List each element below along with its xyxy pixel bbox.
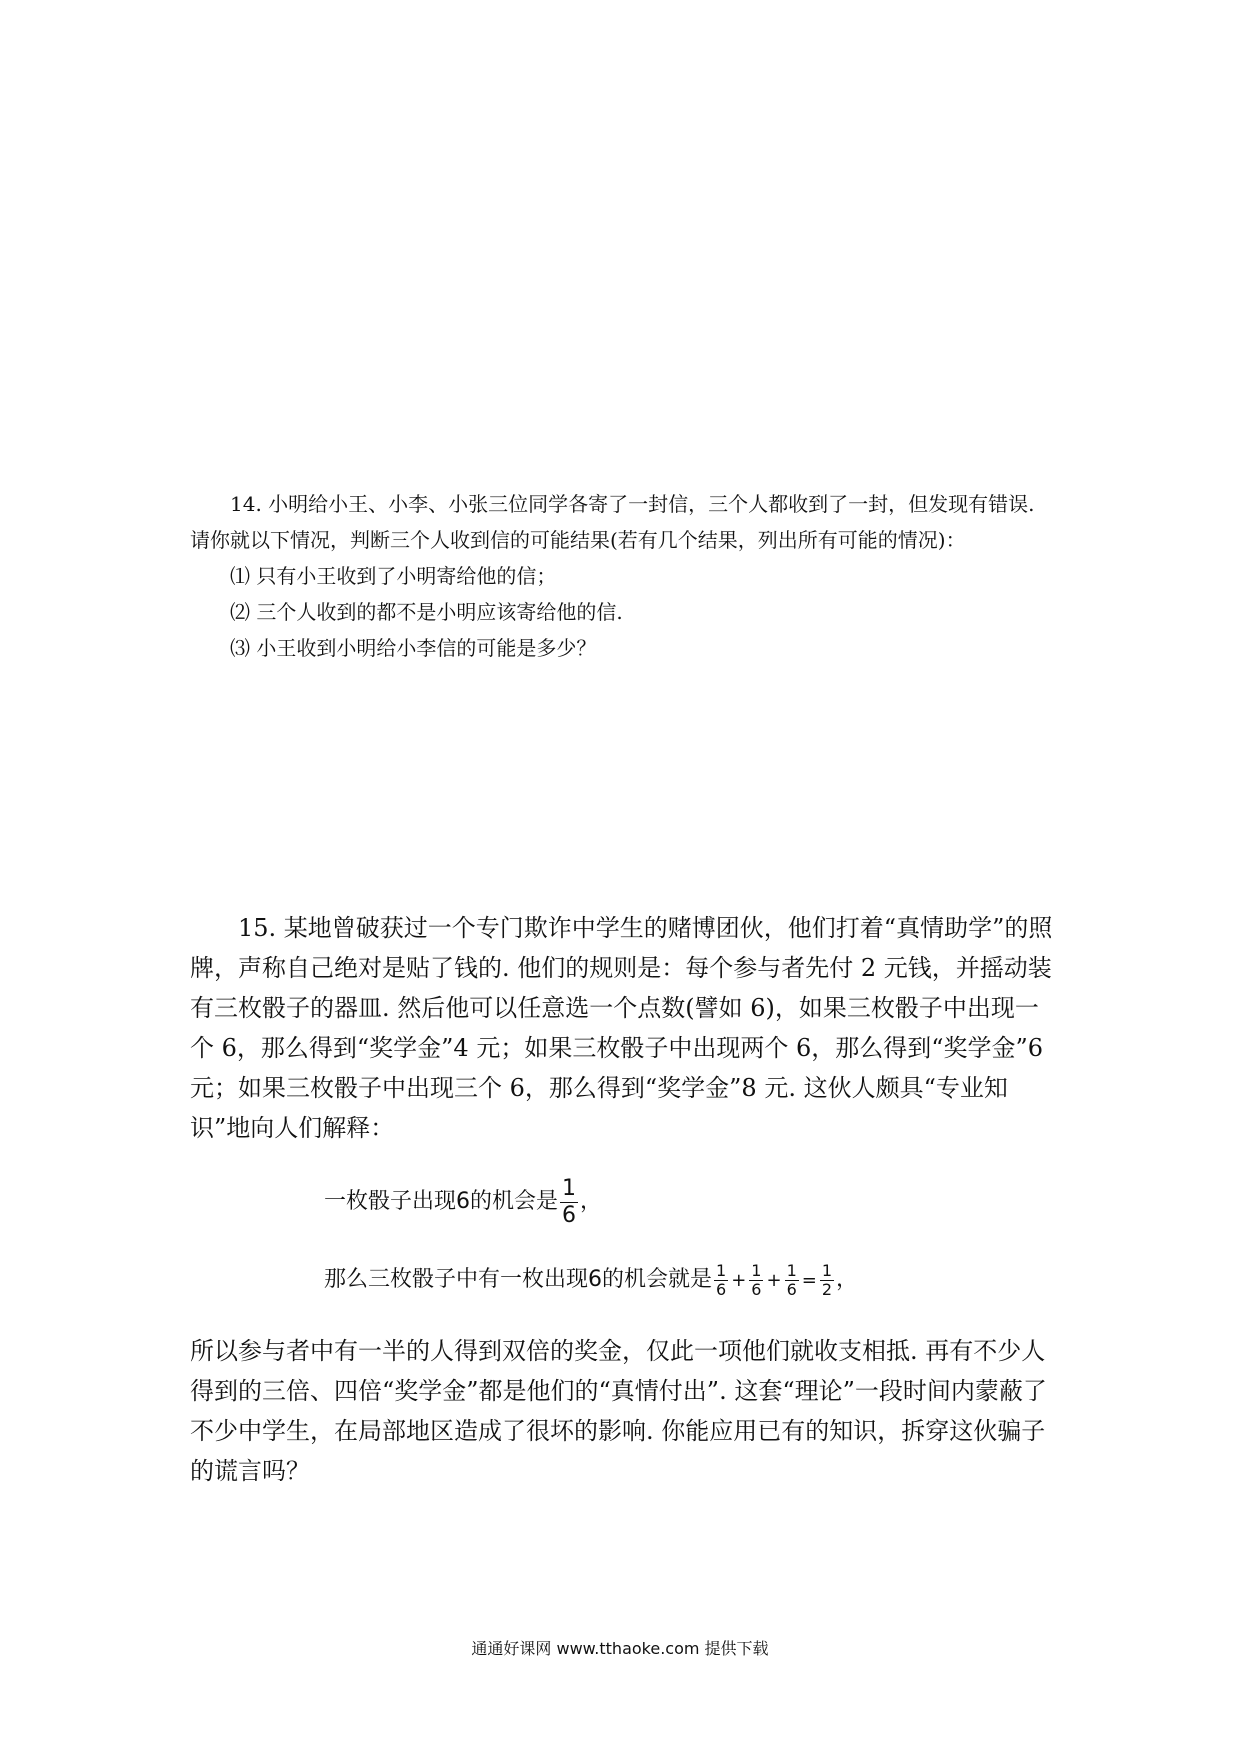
formula-three-dice [190, 1250, 1055, 1311]
fraction-result [820, 1262, 834, 1299]
fraction-denominator: 2 [821, 1279, 833, 1299]
question-14-part-3: ⑶ 小王收到小明给小李信的可能是多少？ [230, 636, 597, 660]
fraction-numerator: 1 [751, 1260, 762, 1280]
formula-2-prefix: 那么三枚骰子中有一枚出现6的机会就是 [324, 1267, 712, 1292]
question-14-stem: 14. 小明给小王、小李、小张三位同学各寄了一封信，三个人都收到了一封，但发现有错误. 请你就以下情况，判断三个人收到信的可能结果(若有几个结果，列出所有可能的情况)： [190, 492, 1035, 552]
fraction-numerator: 1 [786, 1260, 797, 1280]
fraction-denominator: 6 [716, 1279, 727, 1299]
fraction-numerator: 1 [821, 1260, 833, 1280]
question-14 [190, 486, 1050, 666]
plus-sign: + [766, 1270, 782, 1291]
fraction-numerator: 1 [716, 1260, 727, 1280]
fraction-one-sixth [560, 1176, 578, 1229]
question-15-stem: 15. 某地曾破获过一个专门欺诈中学生的赌博团伙，他们打着“真情助学”的照牌，声称自己绝对是贴了钱的. 他们的规则是：每个参与者先付 2 元钱，并摇动装有三枚骰子的器皿. 然后他可以任意选一个点数(譬如 6)，如果三枚骰子中出现一个 6，那么得到“奖学金”4 元；如果三枚骰子中出现两个 6，那么得到“奖学金”6 元；如果三枚骰子中出现三个 6，那么得到“奖学金”8 元. 这伙人颇具“专业知识”地向人们解释： [190, 914, 1053, 1142]
fraction-term-2 [749, 1262, 763, 1299]
fraction-term-3 [785, 1262, 799, 1299]
formula-single-die [190, 1172, 1055, 1232]
formula-1-prefix: 一枚骰子出现6的机会是 [324, 1189, 558, 1214]
formula-1-suffix: ， [580, 1189, 603, 1214]
question-14-part-2: ⑵ 三个人收到的都不是小明应该寄给他的信. [230, 600, 623, 624]
fraction-denominator: 6 [786, 1279, 797, 1299]
plus-sign: + [731, 1270, 747, 1291]
fraction-term-1 [714, 1262, 728, 1299]
question-15-conclusion: 所以参与者中有一半的人得到双倍的奖金，仅此一项他们就收支相抵. 再有不少人得到的三倍、四倍“奖学金”都是他们的“真情付出”. 这套“理论”一段时间内蒙蔽了不少中学生，在局部地区造成了很坏的影响. 你能应用已有的知识，拆穿这伙骗子的谎言吗？ [190, 1337, 1047, 1485]
question-14-part-1: ⑴ 只有小王收到了小明寄给他的信； [230, 564, 557, 588]
fraction-numerator: 1 [562, 1175, 576, 1201]
fraction-denominator: 6 [751, 1279, 762, 1299]
fraction-denominator: 6 [562, 1202, 576, 1228]
formula-2-suffix: ， [836, 1267, 859, 1292]
question-15 [190, 908, 1055, 1491]
equals-sign: = [801, 1270, 817, 1291]
page-footer: 通通好课网 www.tthaoke.com 提供下载 [471, 1639, 769, 1658]
